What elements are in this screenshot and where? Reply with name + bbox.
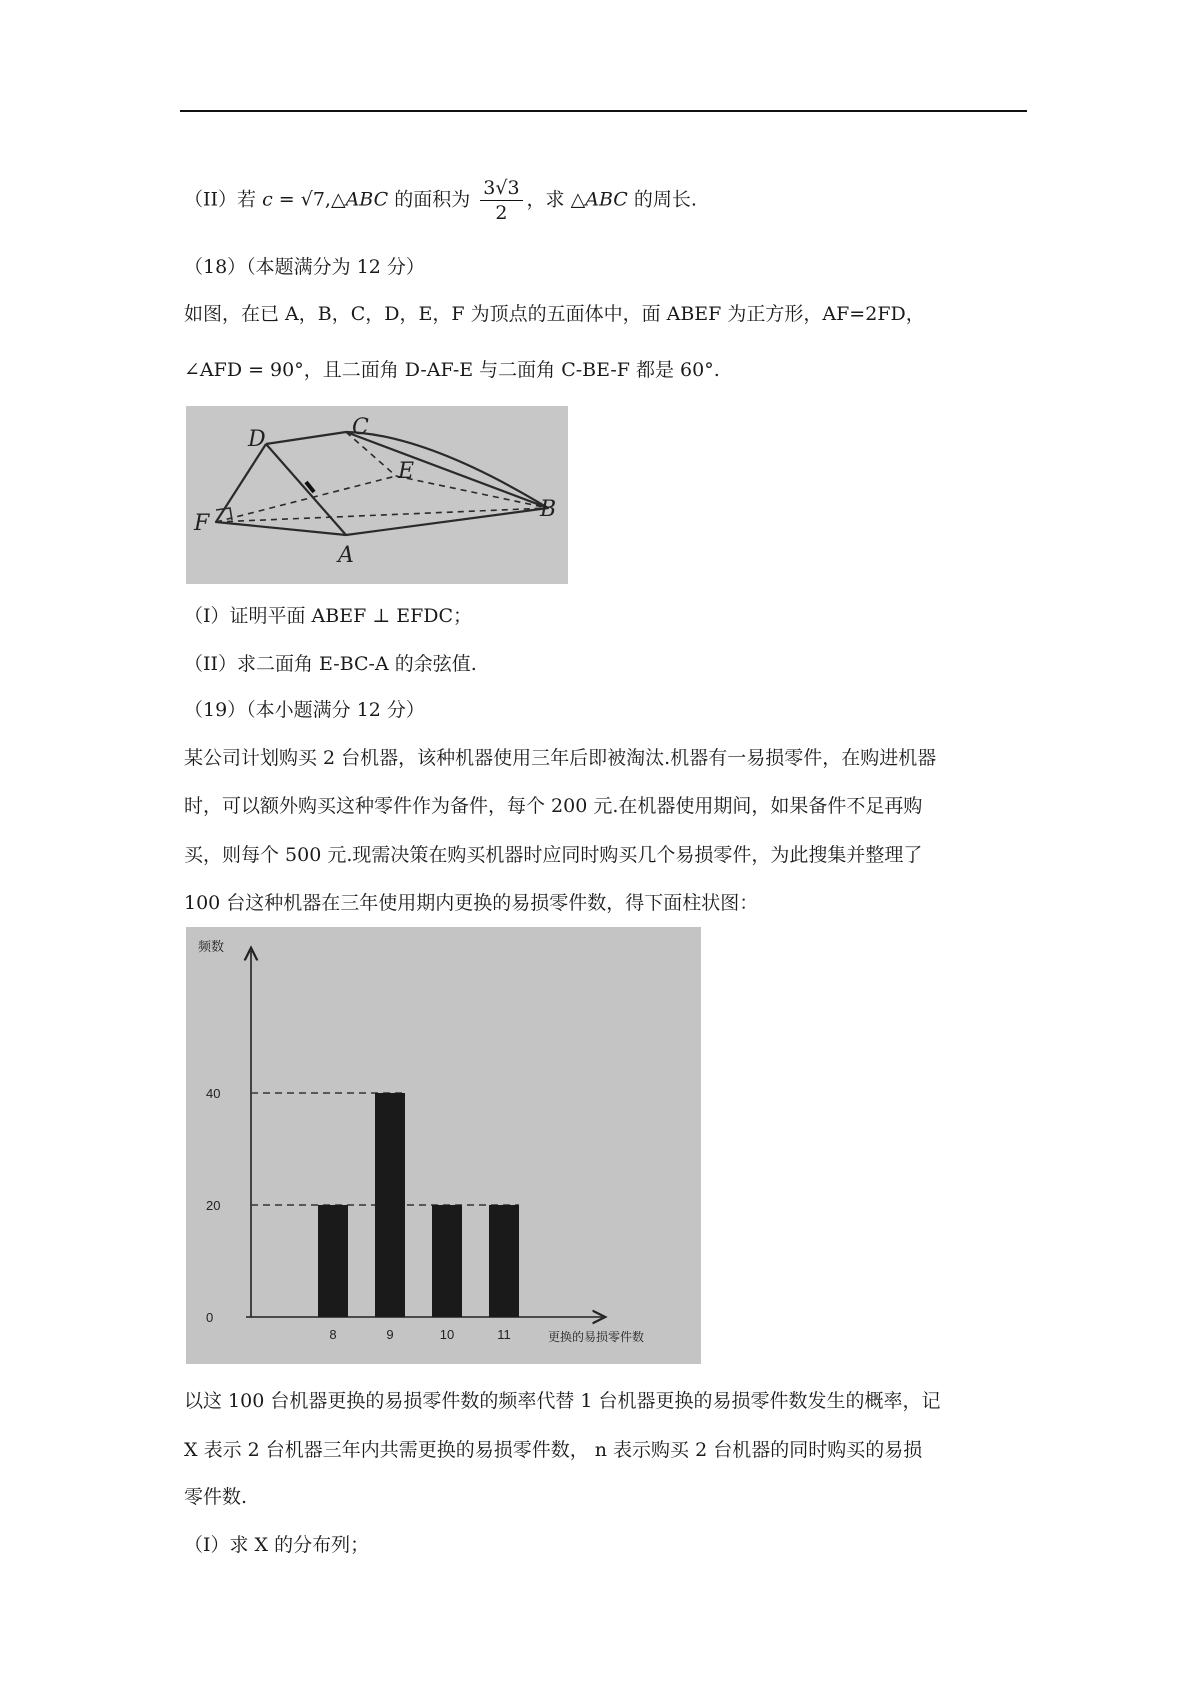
q18-header: （18）（本题满分为 12 分） [184,256,425,278]
label-B: B [540,497,557,522]
q19-para-3: 买，则每个 500 元.现需决策在购买机器时应同时购买几个易损零件，为此搜集并整理了 [184,844,923,866]
q19-after-3: 零件数. [184,1486,248,1508]
y-tick-label: 20 [206,1198,221,1213]
q18-part2: （II）求二面角 E-BC-A 的余弦值. [184,653,477,675]
header-rule [180,110,1027,112]
bar-10 [432,1205,462,1317]
area-fraction: $\frac{3√3}{2}$ [480,176,522,225]
x-tick-label: 9 [386,1327,394,1342]
q18-line2: ∠AFD = 90°，且二面角 D-AF-E 与二面角 C-BE-F 都是 60°. [184,359,720,381]
pentahedron-figure [186,406,568,584]
q18-line1: 如图，在已 A，B，C，D，E，F 为顶点的五面体中，面 ABEF 为正方形，AF=2FD， [184,303,925,325]
y-tick-label: 0 [206,1310,214,1325]
q18-part1: （I）证明平面 ABEF ⊥ EFDC； [184,605,473,627]
q19-after-1: 以这 100 台机器更换的易损零件数的频率代替 1 台机器更换的易损零件数发生的概率，记 [184,1390,941,1412]
label-F: F [194,511,210,536]
label-C: C [352,415,369,440]
x-tick-label: 8 [329,1327,337,1342]
q19-para-2: 时，可以额外购买这种零件作为备件，每个 200 元.在机器使用期间，如果备件不足再购 [184,795,923,817]
x-tick-label: 11 [497,1327,511,1342]
bar-8 [318,1205,348,1317]
label-D: D [248,427,266,452]
q19-para-4: 100 台这种机器在三年使用期内更换的易损零件数，得下面柱状图： [184,892,759,914]
q19-para-1: 某公司计划购买 2 台机器，该种机器使用三年后即被淘汰.机器有一易损零件，在购进机器 [184,747,937,769]
x-axis-label: 更换的易损零件数 [548,1330,645,1344]
x-tick-label: 10 [439,1327,455,1342]
y-tick-label: 40 [206,1086,221,1101]
q19-after-2: X 表示 2 台机器三年内共需更换的易损零件数， n 表示购买 2 台机器的同时购买的易损 [184,1439,923,1461]
bar-11 [489,1205,519,1317]
q19-header: （19）（本小题满分 12 分） [184,699,425,721]
q17-part2: （II）若 c = √7,△ABC 的面积为 $\frac{3√3}{2}$ ，求 △ABC 的周长. [184,177,697,224]
y-axis-label: 频数 [198,939,225,954]
bar-9 [375,1093,405,1317]
label-A: A [338,543,354,568]
label-E: E [398,459,415,484]
bar-chart [186,927,701,1364]
q19-part1: （I）求 X 的分布列； [184,1534,370,1556]
